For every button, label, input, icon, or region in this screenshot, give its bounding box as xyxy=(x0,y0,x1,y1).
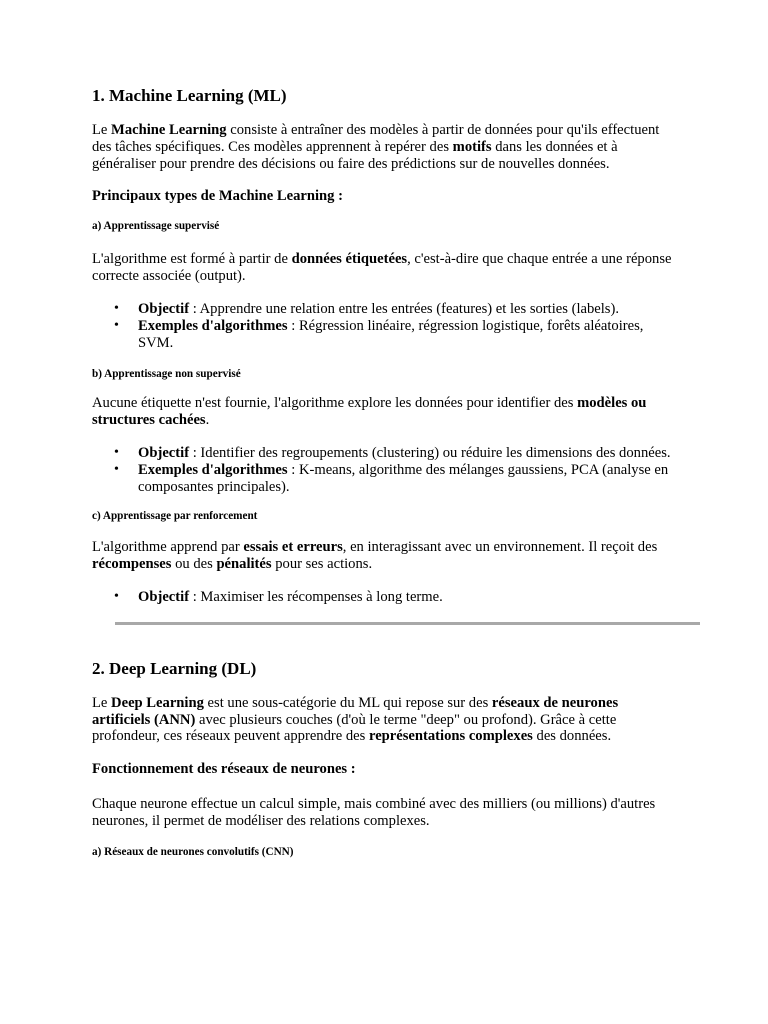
dl-intro-paragraph: Le Deep Learning est une sous-catégorie du ML qui repose sur des réseaux de neurones artificiels (ANN) avec plusieurs couches (d'où le terme "deep" ou profond). Grâce à cette profondeur, ces réseaux peuvent apprendre des représentations complexes des données. xyxy=(92,694,619,745)
list-item: • Exemples d'algorithmes : K-means, algorithme des mélanges gaussiens, PCA (analyse en composantes principales). xyxy=(138,462,677,496)
reinforcement-paragraph: L'algorithme apprend par essais et erreurs, en interagissant avec un environnement. Il reçoit des récompenses ou des pénalités pour ses actions. xyxy=(92,539,658,573)
list-item: • Objectif : Apprendre une relation entre les entrées (features) et les sorties (labels). xyxy=(138,301,677,318)
ml-types-heading: Principaux types de Machine Learning : xyxy=(92,188,343,205)
reinforcement-list xyxy=(92,589,677,606)
reinforcement-heading: c) Apprentissage par renforcement xyxy=(92,510,258,523)
unsupervised-paragraph: Aucune étiquette n'est fournie, l'algorithme explore les données pour identifier des modèles ou structures cachées. xyxy=(92,395,647,429)
supervised-heading: a) Apprentissage supervisé xyxy=(92,220,220,233)
document-content xyxy=(92,86,677,859)
list-item: • Objectif : Identifier des regroupements (clustering) ou réduire les dimensions des données. xyxy=(138,445,677,462)
list-item: • Exemples d'algorithmes : Régression linéaire, régression logistique, forêts aléatoires, SVM. xyxy=(138,318,677,352)
supervised-list xyxy=(92,301,677,351)
dl-fonctionnement-paragraph: Chaque neurone effectue un calcul simple, mais combiné avec des milliers (ou millions) d'autres neurones, il permet de modéliser des relations complexes. xyxy=(92,796,656,829)
list-item: • Objectif : Maximiser les récompenses à long terme. xyxy=(138,589,677,606)
dl-fonctionnement-heading: Fonctionnement des réseaux de neurones : xyxy=(92,761,356,778)
unsupervised-list xyxy=(92,445,677,495)
section-divider xyxy=(115,622,700,625)
cnn-heading: a) Réseaux de neurones convolutifs (CNN) xyxy=(92,845,294,858)
ml-intro-paragraph: Le Machine Learning consiste à entraîner des modèles à partir de données pour qu'ils effectuent des tâches spécifiques. Ces modèles apprennent à repérer des motifs dans les données et à généraliser pour prendre des décisions ou faire des prédictions sur de nouvelles données. xyxy=(92,122,660,172)
section-title-dl: 2. Deep Learning (DL) xyxy=(92,658,257,678)
unsupervised-heading: b) Apprentissage non supervisé xyxy=(92,368,241,381)
section-title-ml: 1. Machine Learning (ML) xyxy=(92,86,287,105)
supervised-paragraph: L'algorithme est formé à partir de données étiquetées, c'est-à-dire que chaque entrée a une réponse correcte associée (output). xyxy=(92,251,672,285)
